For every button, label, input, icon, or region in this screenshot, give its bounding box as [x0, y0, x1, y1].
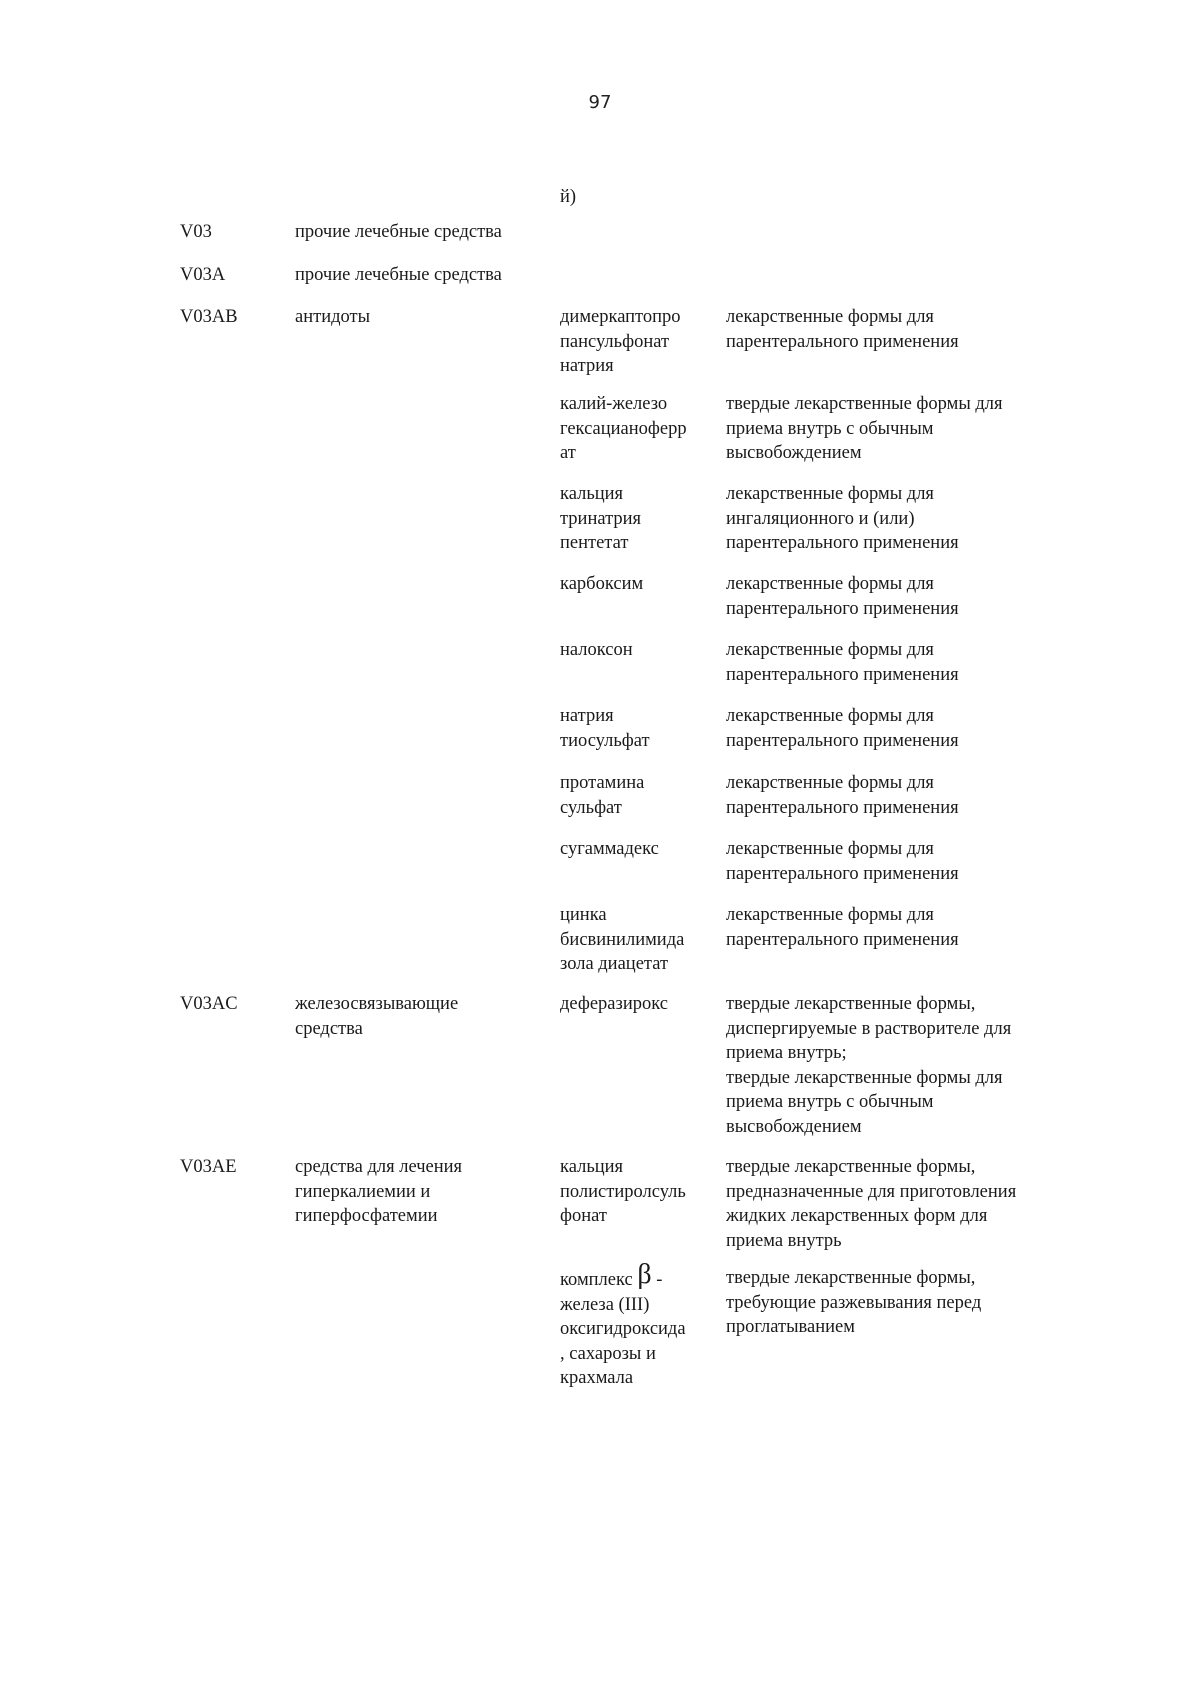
- atc-code: V03A: [180, 265, 226, 285]
- atc-code: V03: [180, 222, 212, 242]
- dosage-form: лекарственные формы для парентерального применения: [726, 640, 959, 685]
- dosage-form: лекарственные формы для парентерального применения: [726, 706, 959, 751]
- drug-name: [560, 1259, 725, 1391]
- drug-name: налоксон: [560, 640, 633, 660]
- drug-name: димеркаптопро пансульфонат натрия: [560, 307, 681, 376]
- drug-name: сугаммадекс: [560, 839, 659, 859]
- drug-name: калий-железо гексацианоферр ат: [560, 394, 687, 463]
- drug-name: карбоксим: [560, 574, 644, 594]
- drug-name: натрия тиосульфат: [560, 706, 650, 751]
- drug-name-rest: - железа (III) оксигидроксида , сахарозы и крахмала: [560, 1270, 686, 1388]
- dosage-form: твердые лекарственные формы, предназначенные для приготовления жидких лекарственных форм для приема внутрь: [726, 1157, 1017, 1251]
- drug-name: деферазирокс: [560, 994, 668, 1014]
- page-number: 97: [588, 92, 612, 113]
- group-name: антидоты: [295, 307, 371, 327]
- group-name: прочие лечебные средства: [295, 222, 502, 242]
- dosage-form: лекарственные формы для парентерального применения: [726, 905, 959, 950]
- atc-code: V03AC: [180, 994, 238, 1014]
- drug-name: протамина сульфат: [560, 773, 645, 818]
- drug-name: кальция полистиролсуль фонат: [560, 1157, 686, 1226]
- dosage-form: лекарственные формы для парентерального применения: [726, 839, 959, 884]
- atc-code: V03AE: [180, 1157, 237, 1177]
- drug-name-prefix: комплекс: [560, 1270, 638, 1290]
- dosage-form: лекарственные формы для парентерального применения: [726, 574, 959, 619]
- group-name: прочие лечебные средства: [295, 265, 502, 285]
- dosage-form: твердые лекарственные формы, требующие разжевывания перед проглатыванием: [726, 1268, 982, 1337]
- dosage-form: лекарственные формы для ингаляционного и (или) парентерального применения: [726, 484, 959, 553]
- dosage-form: лекарственные формы для парентерального применения: [726, 773, 959, 818]
- dosage-form: лекарственные формы для парентерального применения: [726, 307, 959, 352]
- dosage-form: твердые лекарственные формы, диспергируемые в растворителе для приема внутрь; твердые лекарственные формы для приема внутрь с обычным высвобождением: [726, 994, 1012, 1137]
- dosage-form: твердые лекарственные формы для приема внутрь с обычным высвобождением: [726, 394, 1003, 463]
- group-name: железосвязывающие средства: [295, 994, 459, 1039]
- carryover-text: й): [560, 187, 577, 207]
- beta-symbol: β: [637, 1259, 652, 1290]
- drug-name: кальция тринатрия пентетат: [560, 484, 642, 553]
- group-name: средства для лечения гиперкалиемии и гиперфосфатемии: [295, 1157, 463, 1226]
- drug-name: цинка бисвинилимида зола диацетат: [560, 905, 685, 974]
- atc-code: V03AB: [180, 307, 238, 327]
